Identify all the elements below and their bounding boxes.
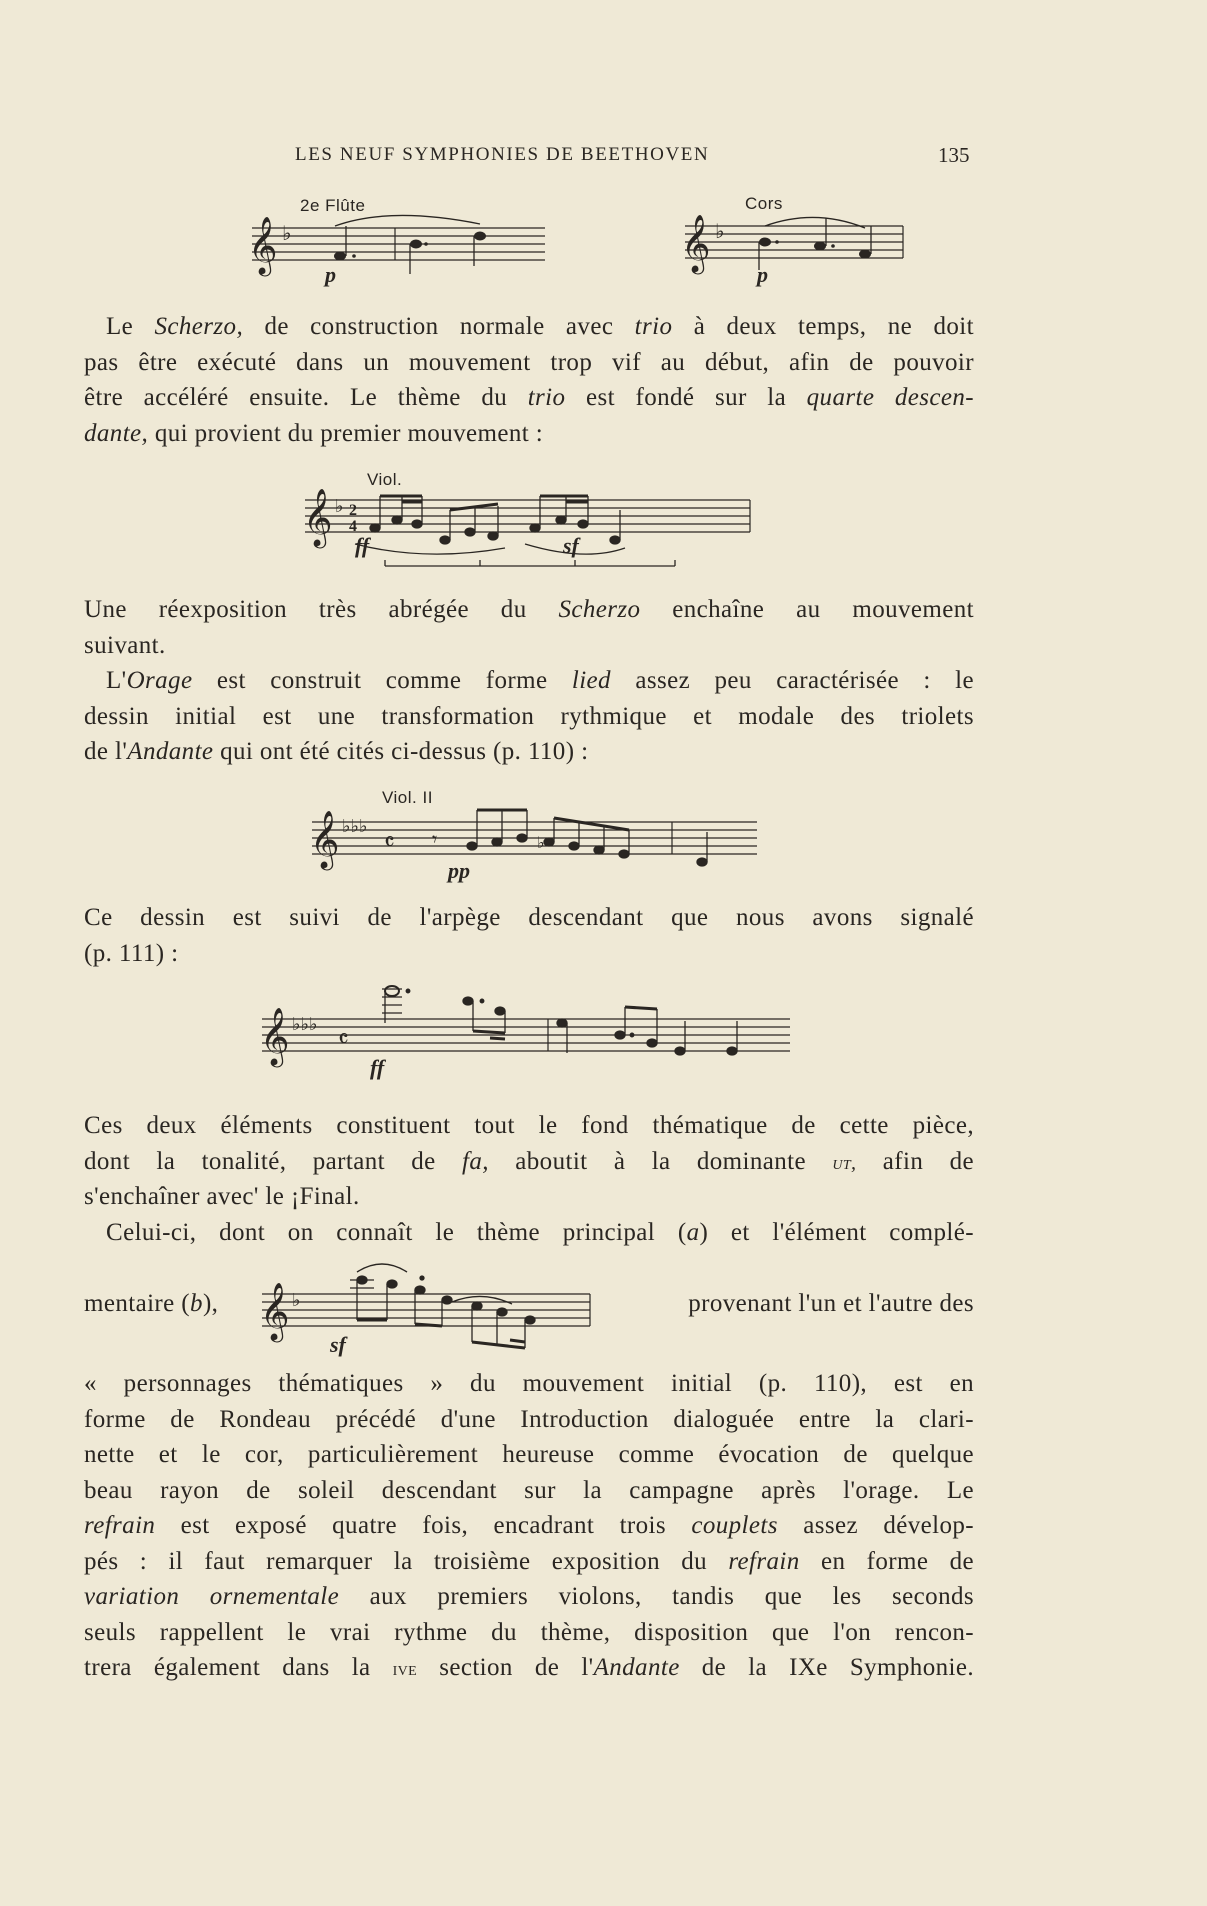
text-line: variation ornementale aux premiers violons, tandis que les seconds <box>84 1583 975 1610</box>
text-line: pas être exécuté dans un mouvement trop vif au début, afin de pouvoir <box>84 348 974 376</box>
svg-text:𝄴: 𝄴 <box>384 828 395 856</box>
text-line: dante, qui provient du premier mouvement : <box>84 419 544 447</box>
svg-text:♭: ♭ <box>282 221 292 245</box>
staff-notation <box>262 1250 592 1360</box>
text-line: nette et le cor, particulièrement heureuse comme évocation de quelque <box>84 1441 974 1468</box>
staff-notation <box>240 196 550 286</box>
svg-text:𝄞: 𝄞 <box>681 214 711 272</box>
svg-text:♭♭♭: ♭♭♭ <box>342 816 368 837</box>
paragraph-reexposition <box>84 592 974 663</box>
music-example-violins-ii <box>312 788 762 888</box>
text-line: refrain est exposé quatre fois, encadrant trois couplets assez dévelop- <box>84 1512 974 1539</box>
text-line: mentaire (b), <box>84 1290 219 1317</box>
dynamic-mark: ff <box>355 533 370 558</box>
staff-notation <box>681 196 910 286</box>
text-line: être accéléré ensuite. Le thème du trio est fondé sur la quarte descen- <box>84 384 974 411</box>
staff-notation <box>312 788 762 888</box>
svg-text:𝄾: 𝄾 <box>432 829 438 851</box>
svg-text:𝄴: 𝄴 <box>338 1025 349 1053</box>
svg-text:2: 2 <box>349 502 357 519</box>
svg-text:𝄞: 𝄞 <box>310 810 340 868</box>
text-line: Une réexposition très abrégée du Scherzo enchaîne au mouvement <box>84 596 974 623</box>
text-line: forme de Rondeau précédé d'une Introduction dialoguée entre la clari- <box>84 1405 974 1433</box>
text-line: Ces deux éléments constituent tout le fond thématique de cette pièce, <box>84 1112 974 1139</box>
text-line: « personnages thématiques » du mouvement initial (p. 110), est en <box>84 1370 974 1397</box>
paragraph-arpeggio <box>84 900 974 971</box>
dynamic-mark: pp <box>448 858 470 883</box>
music-example-horns <box>681 194 910 287</box>
paragraph-elements <box>84 1108 974 1250</box>
music-label: Cors <box>745 194 783 213</box>
dynamic-mark: sf <box>563 533 579 558</box>
svg-text:𝄞: 𝄞 <box>260 1282 290 1340</box>
paragraph-orage <box>84 663 974 770</box>
paragraph-rondeau <box>84 1366 974 1686</box>
staff-notation <box>262 975 792 1085</box>
dynamic-mark: p <box>757 262 768 287</box>
dynamic-mark: sf <box>330 1332 346 1357</box>
svg-text:♭: ♭ <box>537 833 545 852</box>
music-example-flute <box>240 196 550 286</box>
svg-text:𝄞: 𝄞 <box>303 488 333 546</box>
text-line: (p. 111) : <box>84 939 179 967</box>
music-example-violins-trio <box>305 470 755 580</box>
text-line: Celui-ci, dont on connaît le thème principal (a) et l'élément complé- <box>106 1218 974 1246</box>
text-line: dessin initial est une transformation rythmique et modale des triolets <box>84 702 974 730</box>
text-line: seuls rappellent le vrai rythme du thème, disposition que l'on rencon- <box>84 1618 974 1646</box>
text-line: L'Orage est construit comme forme lied assez peu caractérisée : le <box>106 667 974 694</box>
paragraph-scherzo <box>84 309 974 451</box>
page-number: 135 <box>938 143 970 167</box>
svg-text:♭: ♭ <box>715 219 725 243</box>
svg-text:♭: ♭ <box>335 496 344 517</box>
music-label: Viol. II <box>382 788 433 807</box>
text-line: dont la tonalité, partant de fa, aboutit à la dominante ut, afin de <box>84 1147 974 1175</box>
svg-text:♭♭♭: ♭♭♭ <box>292 1014 318 1035</box>
svg-text:4: 4 <box>349 518 357 535</box>
running-header <box>0 144 1207 172</box>
text-line: Ce dessin est suivi de l'arpège descendant que nous avons signalé <box>84 904 974 931</box>
music-label: Viol. <box>367 470 403 489</box>
svg-text:♭: ♭ <box>292 1290 301 1311</box>
running-title: LES NEUF SYMPHONIES DE BEETHOVEN <box>295 144 710 165</box>
svg-text:𝄞: 𝄞 <box>248 216 278 274</box>
text-line: trera également dans la ive section de l'Andante de la IXe Symphonie. <box>84 1654 974 1681</box>
text-line: pés : il faut remarquer la troisième exposition du refrain en forme de <box>84 1547 975 1575</box>
music-example-arpeggio <box>262 975 792 1085</box>
svg-text:𝄞: 𝄞 <box>260 1007 290 1065</box>
text-line: Le Scherzo, de construction normale avec trio à deux temps, ne doit <box>106 313 974 340</box>
text-line: provenant l'un et l'autre des <box>688 1290 974 1317</box>
music-label: 2e Flûte <box>300 196 366 215</box>
dynamic-mark: p <box>325 262 336 287</box>
text-line: s'enchaîner avec' le ¡Final. <box>84 1183 360 1210</box>
dynamic-mark: ff <box>370 1055 385 1080</box>
text-line: suivant. <box>84 631 166 659</box>
music-example-final <box>262 1250 592 1360</box>
text-line: de l'Andante qui ont été cités ci-dessus (p. 110) : <box>84 738 589 765</box>
text-line: beau rayon de soleil descendant sur la campagne après l'orage. Le <box>84 1476 974 1504</box>
